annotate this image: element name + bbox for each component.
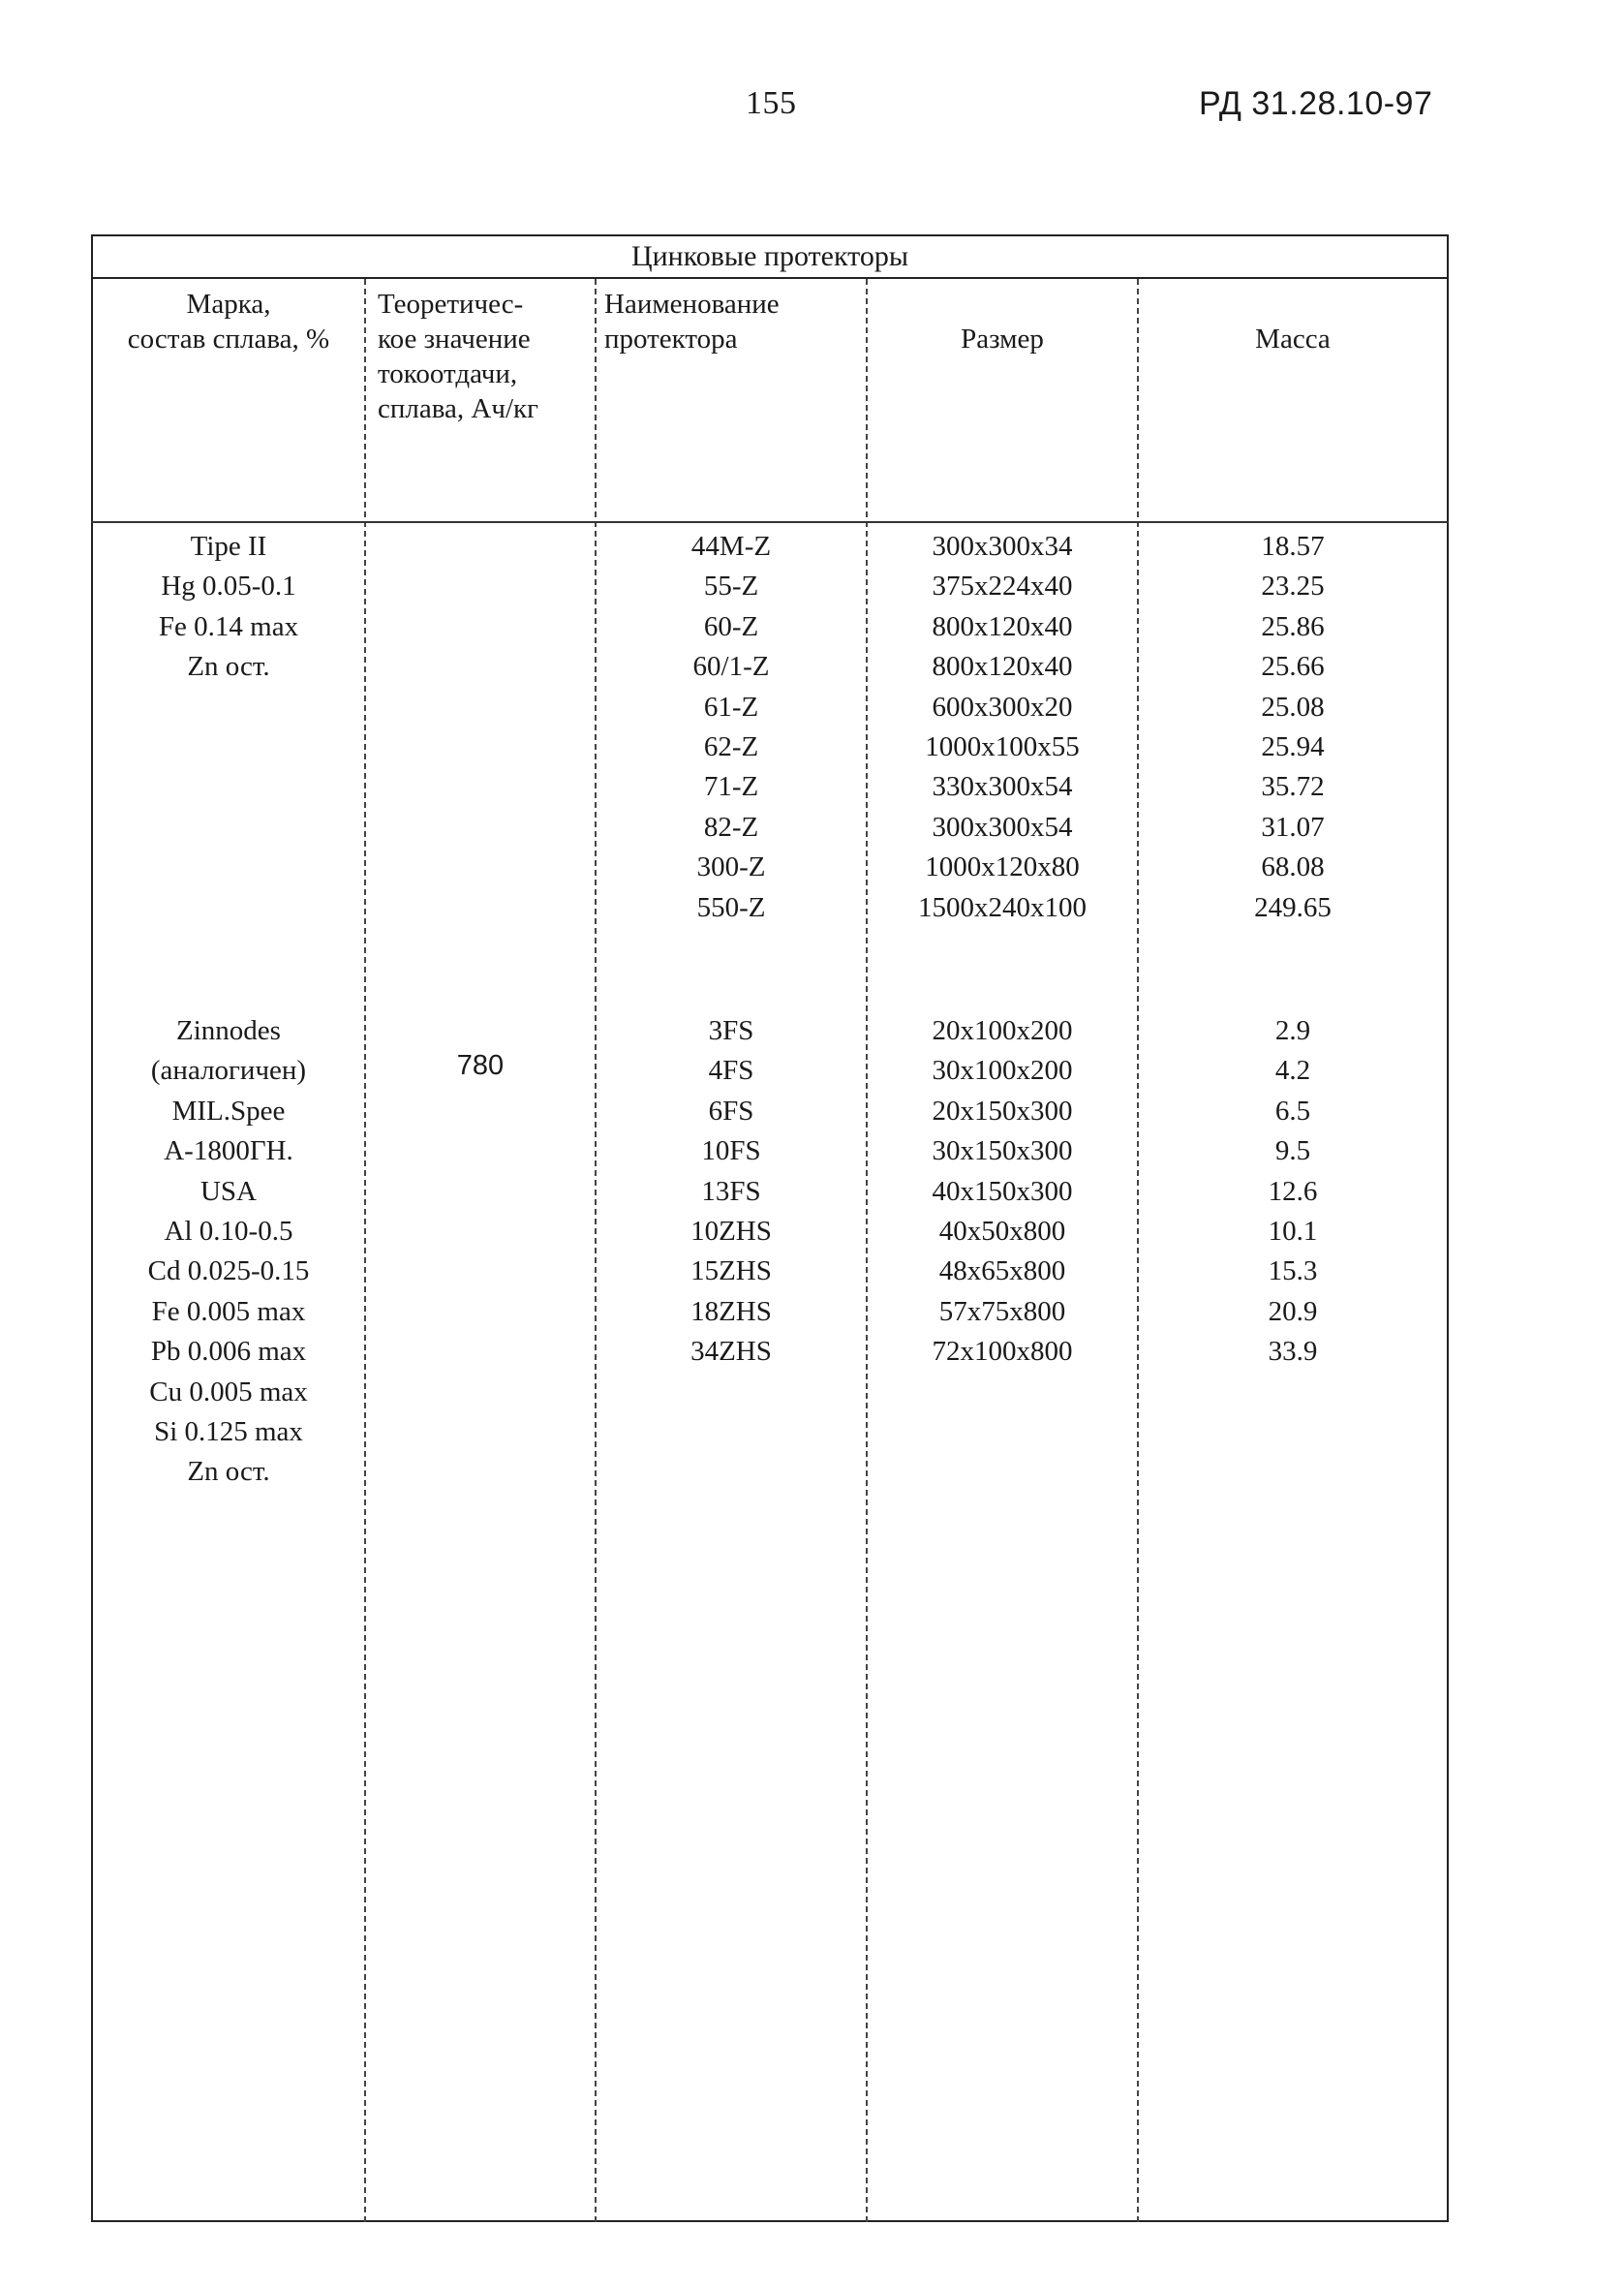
column-divider [364, 279, 366, 2222]
protector-name: 34ZHS [690, 1336, 772, 1368]
protector-name: 300-Z [696, 851, 766, 883]
header-name [604, 287, 864, 356]
composition-line: Zn ост. [187, 1456, 270, 1488]
protector-size: 20x100x200 [932, 1015, 1073, 1046]
protector-mass: 9.5 [1274, 1135, 1311, 1167]
composition-line: (аналогичен) [150, 1055, 307, 1087]
protector-name: 82-Z [703, 811, 759, 843]
composition-line: Fe 0.005 max [151, 1295, 306, 1327]
protector-name: 10ZHS [690, 1216, 772, 1248]
page-number: 155 [746, 85, 797, 121]
group2-masses [1139, 1011, 1447, 1373]
protector-mass: 15.3 [1268, 1255, 1318, 1287]
group1-composition [93, 527, 364, 688]
protector-mass: 23.25 [1261, 571, 1325, 603]
theoretical-value: 780 [456, 1050, 505, 1081]
protector-mass: 10.1 [1268, 1216, 1318, 1248]
composition-line: Tipe II [190, 531, 267, 562]
composition-line: USA [199, 1175, 257, 1207]
composition-line: Cd 0.025-0.15 [147, 1255, 310, 1287]
header-theoretical-line: токоотдачи, [378, 358, 518, 389]
protector-name: 44M-Z [690, 531, 772, 562]
protector-mass: 4.2 [1274, 1055, 1311, 1087]
protector-name: 4FS [708, 1055, 754, 1087]
protector-mass: 31.07 [1261, 811, 1325, 843]
protector-size: 40x50x800 [938, 1216, 1066, 1248]
protector-size: 800x120x40 [932, 610, 1073, 642]
protector-name: 10FS [701, 1135, 761, 1167]
protector-size: 1000x100x55 [925, 731, 1080, 763]
protector-mass: 20.9 [1268, 1295, 1318, 1327]
header-name-line: протектора [604, 324, 738, 355]
protector-size: 1500x240x100 [918, 891, 1087, 923]
protector-name: 62-Z [703, 731, 759, 763]
protector-size: 330x300x54 [932, 771, 1073, 803]
protector-mass: 35.72 [1261, 771, 1325, 803]
header-grade [93, 287, 364, 356]
document-code: РД 31.28.10-97 [1199, 85, 1433, 122]
group1-masses [1139, 527, 1447, 928]
header-divider [91, 521, 1449, 523]
header-grade-line: состав сплава, % [127, 324, 330, 355]
protector-mass: 25.08 [1261, 691, 1325, 723]
header-size: Размер [961, 324, 1044, 355]
header-mass: Масса [1255, 324, 1331, 355]
header-name-line: Наименование [604, 289, 780, 320]
composition-line: Zinnodes [176, 1015, 281, 1046]
composition-line: Pb 0.006 max [150, 1336, 307, 1368]
composition-line: Fe 0.14 max [158, 610, 299, 642]
protector-name: 61-Z [703, 691, 759, 723]
protector-name: 18ZHS [690, 1295, 772, 1327]
protector-mass: 12.6 [1268, 1175, 1318, 1207]
protector-mass: 25.66 [1261, 651, 1325, 683]
protector-mass: 33.9 [1268, 1336, 1318, 1368]
composition-line: Si 0.125 max [154, 1416, 303, 1448]
protector-size: 1000x120x80 [925, 851, 1080, 883]
protector-mass: 2.9 [1274, 1015, 1311, 1046]
protector-size: 40x150x300 [932, 1175, 1073, 1207]
protector-mass: 25.94 [1261, 731, 1325, 763]
group1-names [597, 527, 866, 928]
composition-line: Al 0.10-0.5 [164, 1216, 293, 1248]
protector-name: 15ZHS [690, 1255, 772, 1287]
protector-size: 800x120x40 [932, 651, 1073, 683]
protector-name: 3FS [708, 1015, 754, 1046]
header-theoretical-line: кое значение [378, 324, 531, 355]
protector-mass: 18.57 [1261, 531, 1325, 562]
protector-size: 20x150x300 [932, 1095, 1073, 1127]
header-grade-line: Марка, [186, 289, 271, 320]
protector-size: 375x224x40 [932, 571, 1073, 603]
protector-size: 72x100x800 [932, 1336, 1073, 1368]
protector-name: 60-Z [703, 610, 759, 642]
table-title: Цинковые протекторы [91, 234, 1449, 279]
protector-size: 300x300x54 [932, 811, 1073, 843]
header-theoretical [378, 287, 593, 426]
protector-name: 550-Z [696, 891, 766, 923]
group1-sizes [868, 527, 1137, 928]
protector-size: 30x100x200 [932, 1055, 1073, 1087]
composition-line: Hg 0.05-0.1 [161, 571, 296, 603]
protector-name: 55-Z [703, 571, 759, 603]
protector-mass: 249.65 [1254, 891, 1332, 923]
composition-line: Cu 0.005 max [149, 1376, 308, 1407]
protector-name: 6FS [708, 1095, 754, 1127]
group2-names [597, 1011, 866, 1373]
header-theoretical-line: Теоретичес- [378, 289, 524, 320]
header-theoretical-line: сплава, Ач/кг [378, 393, 538, 424]
composition-line: Zn ост. [187, 651, 270, 683]
protector-size: 30x150x300 [932, 1135, 1073, 1167]
protector-mass: 25.86 [1261, 610, 1325, 642]
protector-size: 600x300x20 [932, 691, 1073, 723]
group2-sizes [868, 1011, 1137, 1373]
protector-name: 13FS [701, 1175, 761, 1207]
protector-mass: 6.5 [1274, 1095, 1311, 1127]
protector-size: 48x65x800 [938, 1255, 1066, 1287]
group2-composition [93, 1011, 364, 1493]
composition-line: A-1800ГН. [164, 1135, 293, 1167]
composition-line: MIL.Spee [171, 1095, 286, 1127]
protector-mass: 68.08 [1261, 851, 1325, 883]
protector-name: 71-Z [703, 771, 759, 803]
protector-name: 60/1-Z [692, 651, 770, 683]
protector-size: 57x75x800 [938, 1295, 1066, 1327]
protector-size: 300x300x34 [932, 531, 1073, 562]
